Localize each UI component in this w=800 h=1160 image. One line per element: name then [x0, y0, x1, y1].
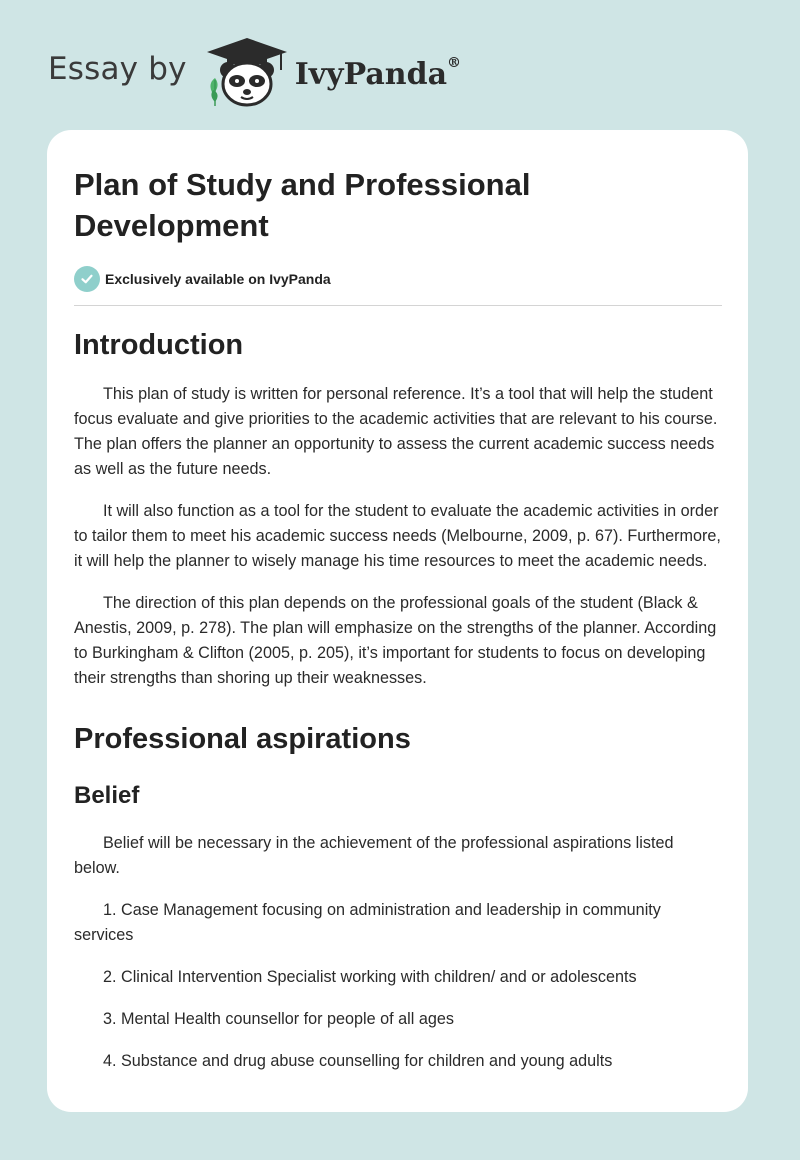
list-item: 1. Case Management focusing on administration and leadership in community services [74, 901, 661, 944]
paragraph: This plan of study is written for personal reference. It’s a tool that will help the student focus evaluate and give priorities to the academic activities that are relevant to his course. The plan offers the planner an opportunity to assess the current academic success needs as well as the future needs. [74, 385, 718, 478]
section-heading-introduction: Introduction [74, 329, 244, 361]
brand-name[interactable]: IvyPanda® [294, 54, 462, 92]
page-title: Plan of Study and Professional Development [74, 167, 531, 243]
section-heading-professional-aspirations: Professional aspirations [74, 723, 411, 755]
check-icon [74, 266, 100, 292]
site-header [48, 36, 461, 108]
exclusive-badge [74, 266, 721, 292]
article-card [47, 130, 748, 1112]
divider [74, 305, 722, 306]
ivypanda-logo-icon[interactable] [201, 36, 293, 108]
exclusive-label: Exclusively available on IvyPanda [105, 271, 331, 287]
paragraph: Belief will be necessary in the achievement of the professional aspirations listed below. [74, 834, 674, 877]
paragraph: It will also function as a tool for the student to evaluate the academic activities in order to tailor them to meet his academic success needs (Melbourne, 2009, p. 67). Furthermore, it will help the planner to wisely manage his time resources to meet the academic needs. [74, 502, 721, 570]
essay-by-label: Essay by [48, 50, 187, 87]
paragraph: The direction of this plan depends on the professional goals of the student (Black & Anestis, 2009, p. 278). The plan will emphasize on the strengths of the planner. According to Burkingham & Clifton (2005, p. 205), it’s important for students to focus on developing their strengths than shoring up their weaknesses. [74, 594, 717, 687]
list-item: 3. Mental Health counsellor for people of all ages [103, 1010, 454, 1028]
trademark-symbol: ® [447, 54, 462, 71]
subsection-heading-belief: Belief [74, 782, 140, 809]
list-item: 2. Clinical Intervention Specialist working with children/ and or adolescents [103, 968, 637, 986]
list-item: 4. Substance and drug abuse counselling for children and young adults [103, 1052, 613, 1070]
